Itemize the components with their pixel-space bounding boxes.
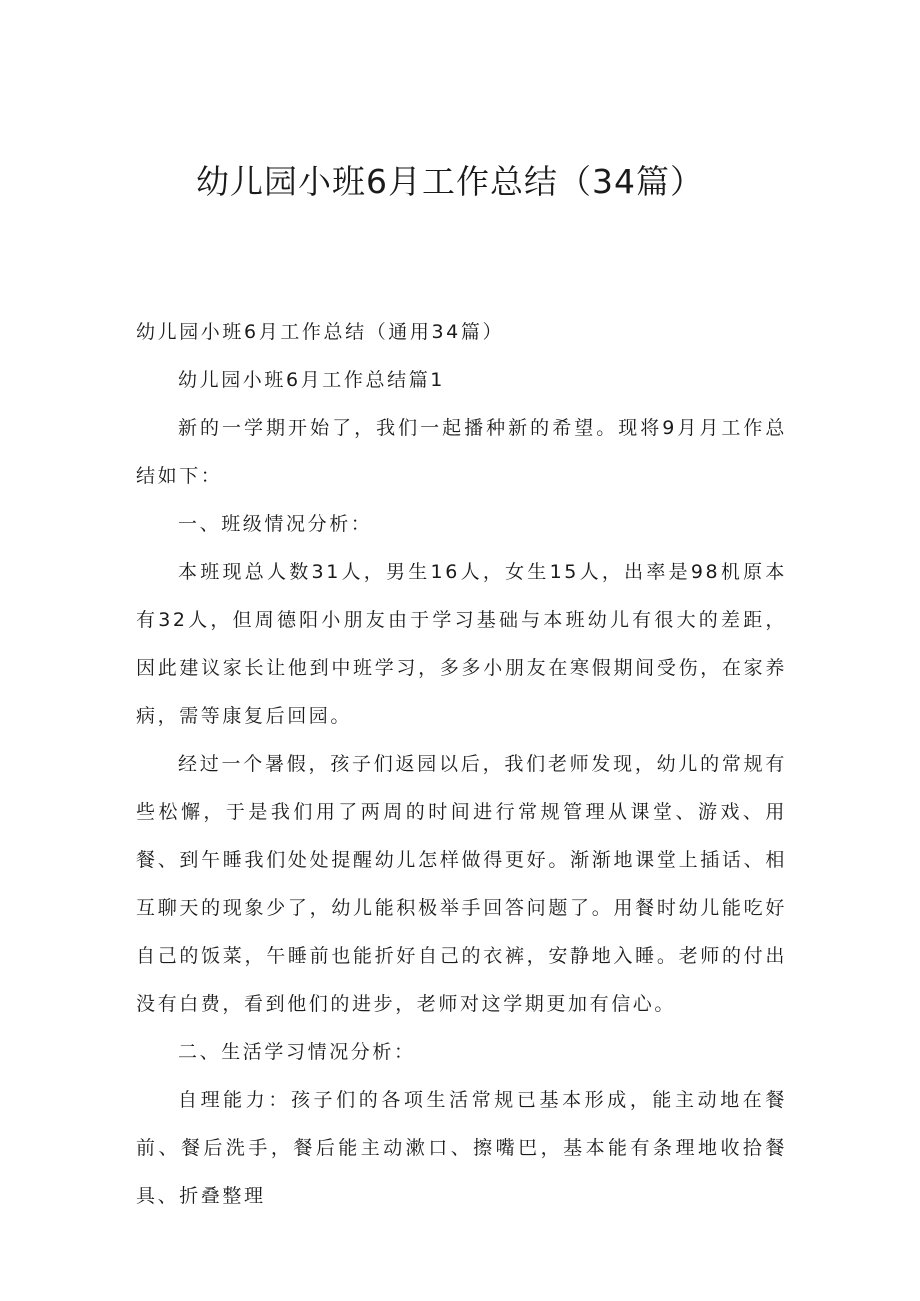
paragraph-heading-class-analysis: 一、班级情况分析：	[178, 513, 373, 535]
document-title: 幼儿园小班6月工作总结（34篇）	[196, 162, 704, 201]
paragraph-self-care: 自理能力：孩子们的各项生活常规已基本形成，能主动地在餐前、餐后洗手，餐后能主动漱口、擦嘴巴，基本能有条理地收拾餐具、折叠整理	[136, 1089, 787, 1207]
paragraph-subtitle: 幼儿园小班6月工作总结（通用34篇）	[136, 321, 505, 343]
paragraph-routine: 经过一个暑假，孩子们返园以后，我们老师发现，幼儿的常规有些松懈，于是我们用了两周的时间进行常规管理从课堂、游戏、用餐、到午睡我们处处提醒幼儿怎样做得更好。渐渐地课堂上插话、相互聊天的现象少了，幼儿能积极举手回答问题了。用餐时幼儿能吃好自己的饭菜，午睡前也能折好自己的衣裤，安静地入睡。老师的付出没有白费，看到他们的进步，老师对这学期更加有信心。	[136, 753, 787, 1015]
paragraph-intro: 新的一学期开始了，我们一起播种新的希望。现将9月月工作总结如下：	[136, 417, 787, 487]
paragraph-section-heading: 幼儿园小班6月工作总结篇1	[178, 369, 445, 391]
paragraph-class-stats: 本班现总人数31人，男生16人，女生15人，出率是98机原本有32人，但周德阳小朋友由于学习基础与本班幼儿有很大的差距，因此建议家长让他到中班学习，多多小朋友在寒假期间受伤，在家养病，需等康复后回园。	[136, 561, 787, 727]
document-body	[136, 308, 787, 1220]
paragraph-heading-life-study: 二、生活学习情况分析：	[178, 1041, 416, 1063]
